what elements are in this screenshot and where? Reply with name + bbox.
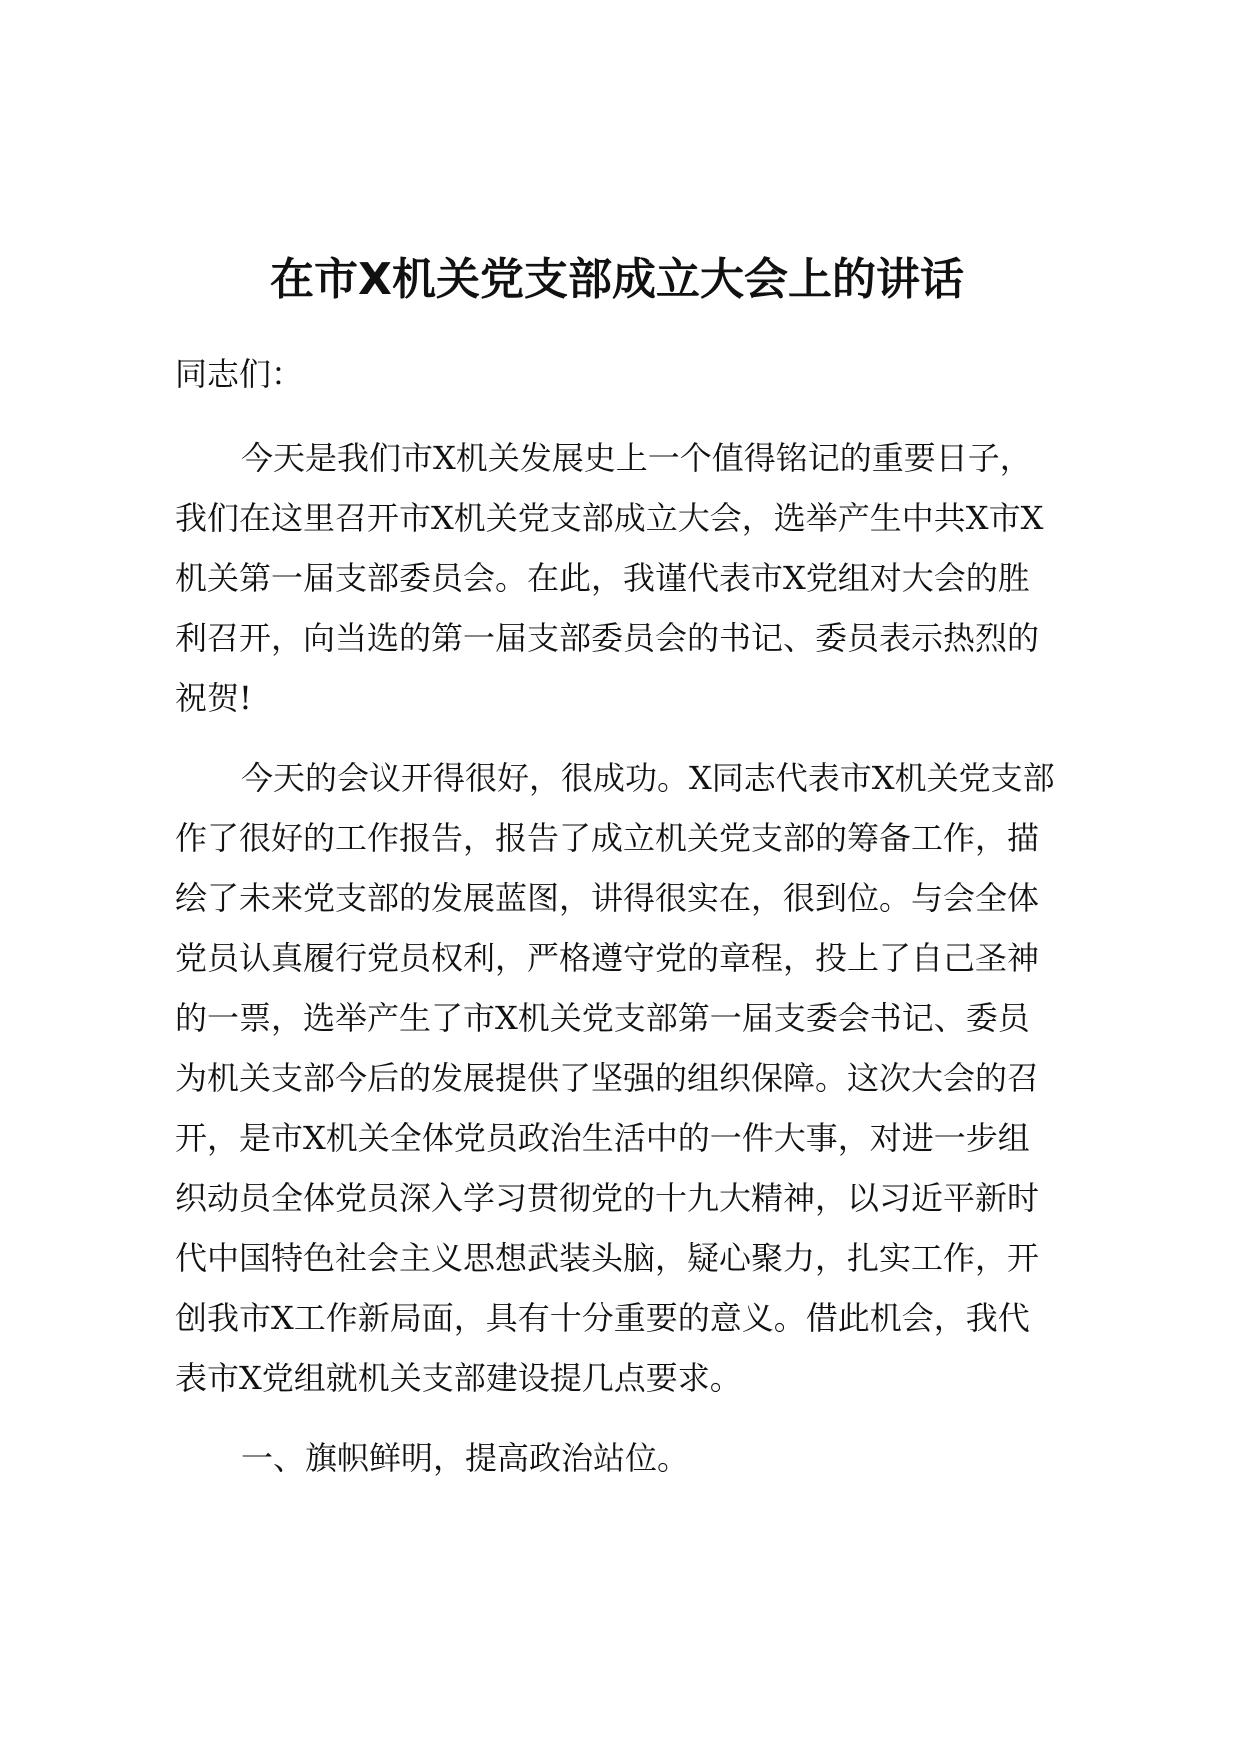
paragraph-line: 的一票，选举产生了市X机关党支部第一届支委会书记、委员 [175, 999, 1030, 1037]
paragraph-line: 利召开，向当选的第一届支部委员会的书记、委员表示热烈的 [175, 619, 1040, 657]
paragraph-line: 绘了未来党支部的发展蓝图，讲得很实在，很到位。与会全体 [175, 879, 1040, 917]
paragraph-line: 今天是我们市X机关发展史上一个值得铭记的重要日子， [241, 439, 1032, 477]
paragraph-line: 创我市X工作新局面，具有十分重要的意义。借此机会，我代 [175, 1299, 1030, 1337]
paragraph-line: 今天的会议开得很好，很成功。X同志代表市X机关党支部 [241, 759, 1055, 797]
paragraph-line: 我们在这里召开市X机关党支部成立大会，选举产生中共X市X [175, 499, 1044, 537]
paragraph-line: 织动员全体党员深入学习贯彻党的十九大精神，以习近平新时 [175, 1179, 1040, 1217]
salutation: 同志们： [175, 355, 304, 393]
paragraph-line: 代中国特色社会主义思想武装头脑，疑心聚力，扎实工作，开 [175, 1239, 1040, 1277]
paragraph-line: 祝贺! [175, 679, 252, 717]
paragraph-line: 机关第一届支部委员会。在此，我谨代表市X党组对大会的胜 [175, 559, 1030, 597]
paragraph-line: 开，是市X机关全体党员政治生活中的一件大事，对进一步组 [175, 1119, 1030, 1157]
paragraph-opening [175, 428, 1095, 728]
paragraph-line: 表市X党组就机关支部建设提几点要求。 [175, 1359, 742, 1397]
document-title: 在市X机关党支部成立大会上的讲话 [270, 254, 964, 305]
paragraph-line: 党员认真履行党员权利，严格遵守党的章程，投上了自己圣神 [175, 939, 1040, 977]
paragraph-line: 为机关支部今后的发展提供了坚强的组织保障。这次大会的召 [175, 1059, 1040, 1097]
section-heading: 一、旗帜鲜明，提高政治站位。 [241, 1439, 690, 1477]
paragraph-line: 作了很好的工作报告，报告了成立机关党支部的筹备工作，描 [175, 819, 1040, 857]
paragraph-meeting-summary [175, 748, 1095, 1408]
